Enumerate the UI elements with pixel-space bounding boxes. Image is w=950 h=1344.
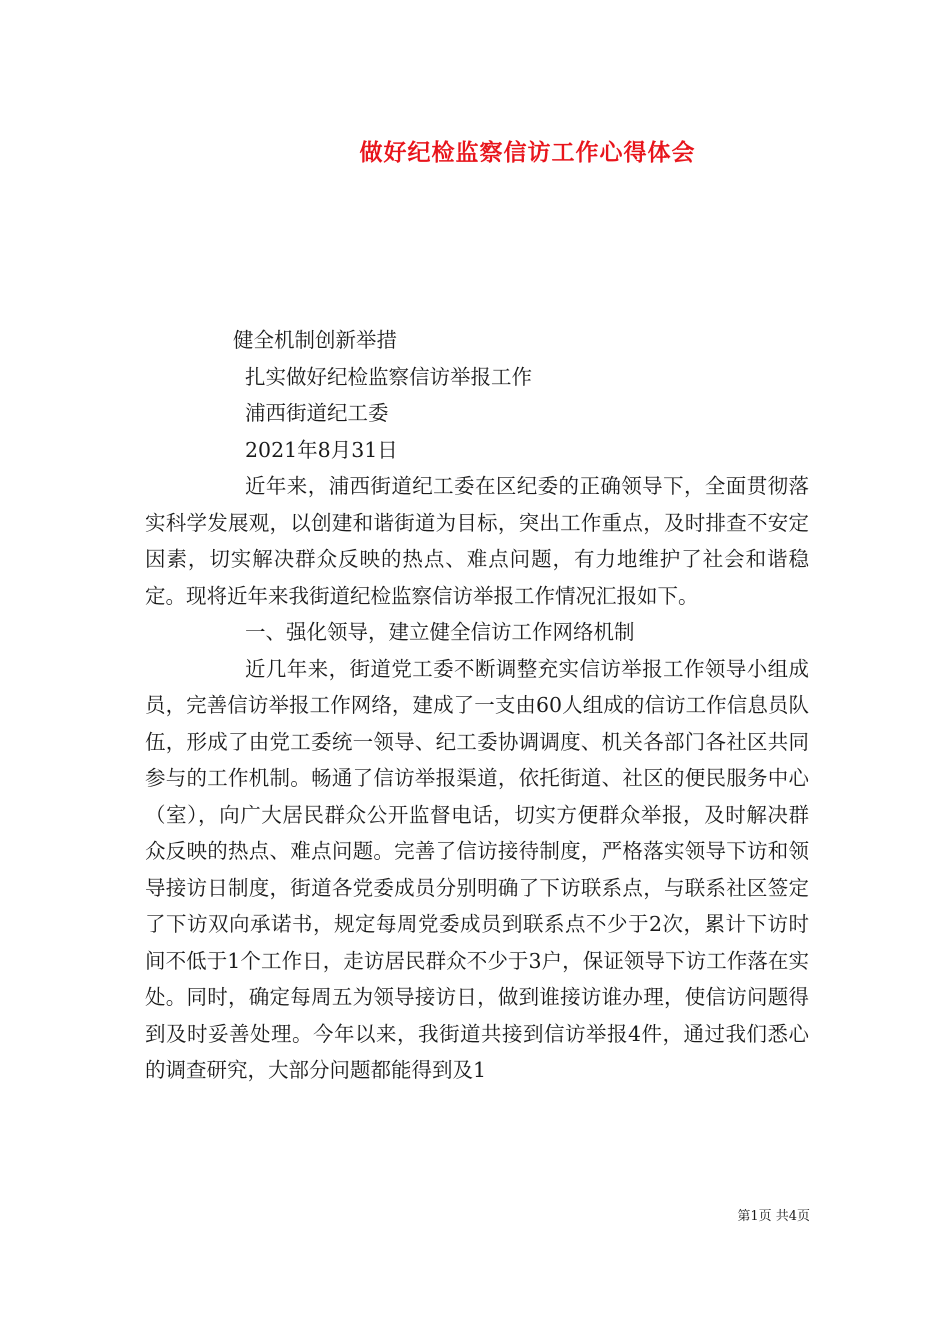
paragraph-section-1: 近几年来，街道党工委不断调整充实信访举报工作领导小组成员，完善信访举报工作网络，建成了一支由60人组成的信访工作信息员队伍，形成了由党工委统一领导、纪工委协调调度、机关各部门各社区共同参与的工作机制。畅通了信访举报渠道，依托街道、社区的便民服务中心（室），向广大居民群众公开监督电话，切实方便群众举报，及时解决群众反映的热点、难点问题。完善了信访接待制度，严格落实领导下访和领导接访日制度，街道各党委成员分别明确了下访联系点，与联系社区签定了下访双向承诺书，规定每周党委成员到联系点不少于2次，累计下访时间不低于1个工作日，走访居民群众不少于3户，保证领导下访工作落在实处。同时，确定每周五为领导接访日，做到谁接访谁办理，使信访问题得到及时妥善处理。今年以来，我街道共接到信访举报4件，通过我们悉心的调查研究，大部分问题都能得到及1 xyxy=(145,656,809,1082)
document-body xyxy=(145,322,809,1089)
document-title: 做好纪检监察信访工作心得体会 xyxy=(359,139,696,166)
heading-line-2: 扎实做好纪检监察信访举报工作 xyxy=(245,364,532,389)
heading-line-3: 浦西街道纪工委 xyxy=(245,401,389,425)
paragraph-intro: 近年来，浦西街道纪工委在区纪委的正确领导下，全面贯彻落实科学发展观，以创建和谐街道为目标，突出工作重点，及时排查不安定因素，切实解决群众反映的热点、难点问题，有力地维护了社会和谐稳定。现将近年来我街道纪检监察信访举报工作情况汇报如下。 xyxy=(145,474,809,608)
page-indicator: 第1页 共4页 xyxy=(737,1209,810,1224)
heading-line-4: 2021年8月31日 xyxy=(245,437,398,462)
heading-line-1: 健全机制创新举措 xyxy=(233,328,397,352)
section-heading-1: 一、强化领导，建立健全信访工作网络机制 xyxy=(245,620,635,644)
